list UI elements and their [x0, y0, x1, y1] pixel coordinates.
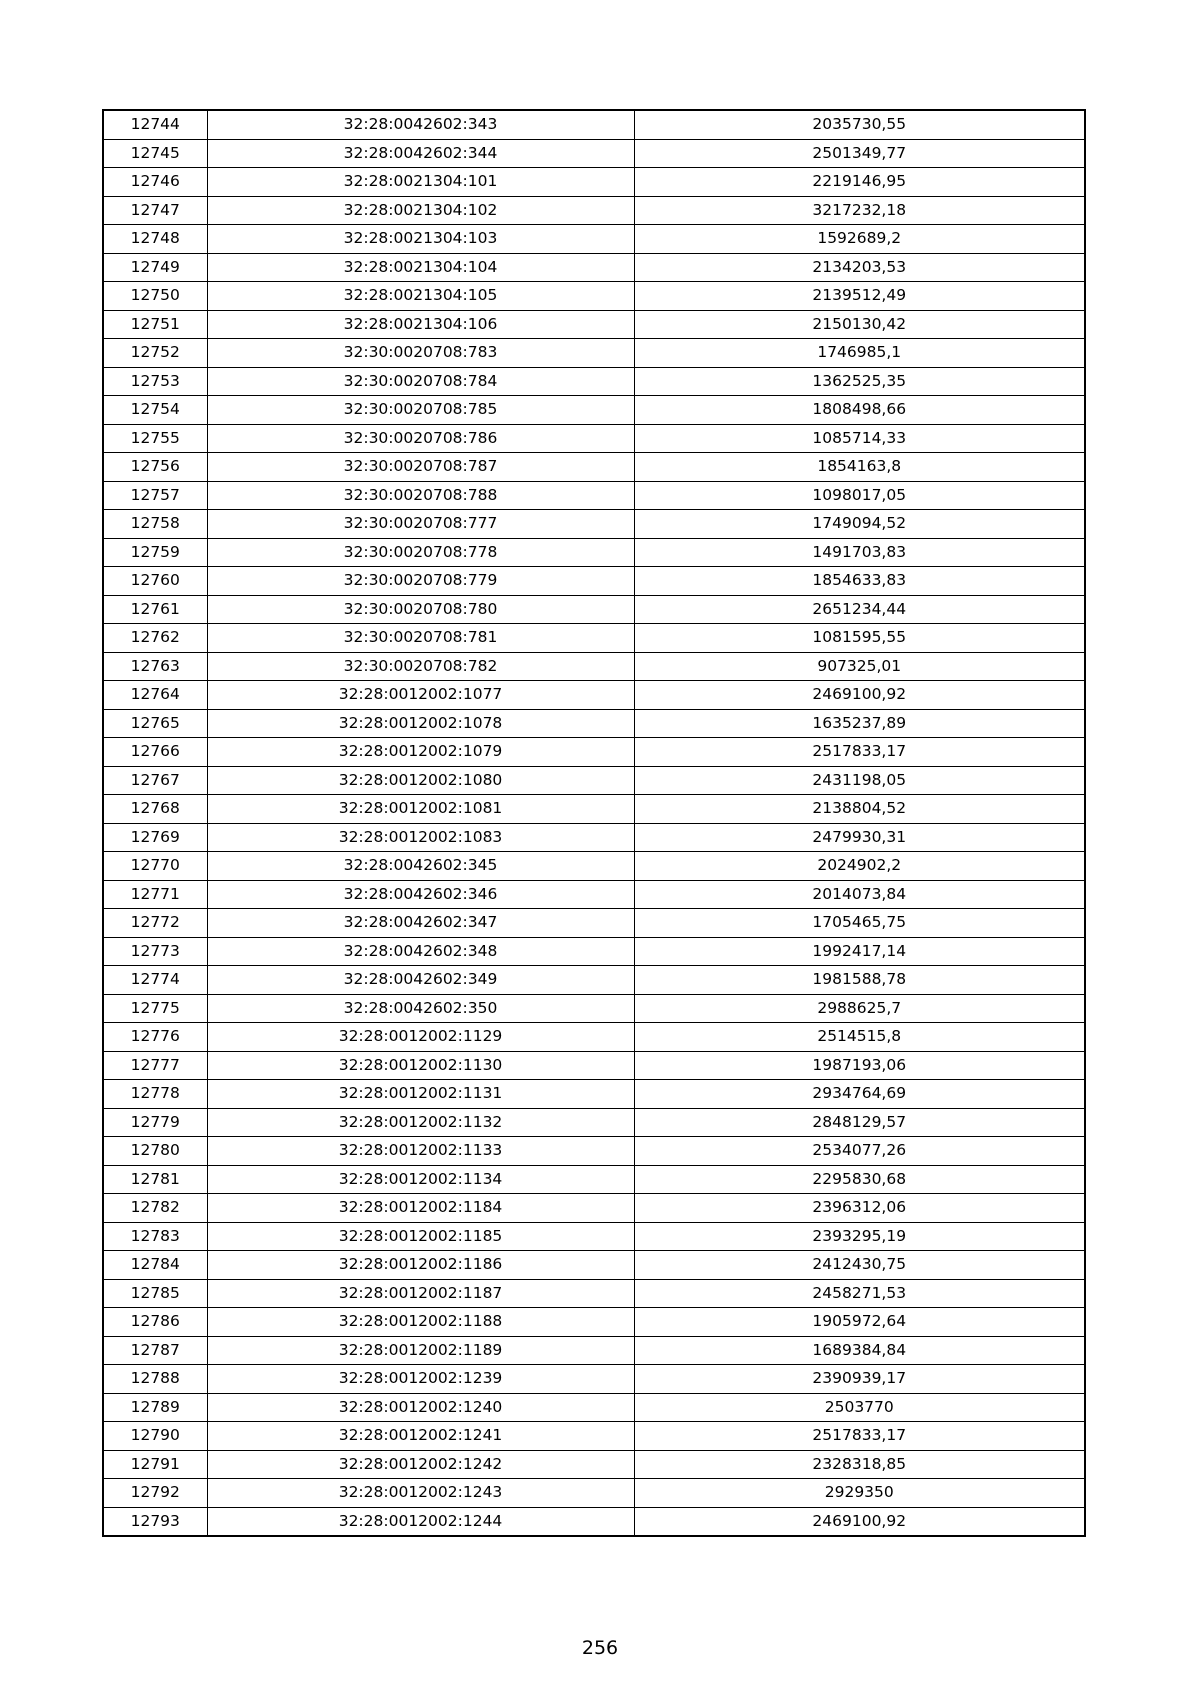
row-number-cell: 12752 — [103, 339, 207, 368]
value-cell: 2412430,75 — [634, 1251, 1085, 1280]
row-number-cell: 12757 — [103, 481, 207, 510]
value-cell: 2517833,17 — [634, 1422, 1085, 1451]
table-row — [103, 567, 1085, 596]
value-cell: 1635237,89 — [634, 709, 1085, 738]
table-row — [103, 766, 1085, 795]
value-cell: 3217232,18 — [634, 196, 1085, 225]
value-cell: 2469100,92 — [634, 1507, 1085, 1536]
value-cell: 1981588,78 — [634, 966, 1085, 995]
row-number-cell: 12778 — [103, 1080, 207, 1109]
value-cell: 1085714,33 — [634, 424, 1085, 453]
value-cell: 2651234,44 — [634, 595, 1085, 624]
cadastral-number-cell: 32:30:0020708:781 — [207, 624, 634, 653]
row-number-cell: 12745 — [103, 139, 207, 168]
value-cell: 2134203,53 — [634, 253, 1085, 282]
table-row — [103, 1251, 1085, 1280]
value-cell: 2390939,17 — [634, 1365, 1085, 1394]
cadastral-number-cell: 32:28:0021304:106 — [207, 310, 634, 339]
value-cell: 2929350 — [634, 1479, 1085, 1508]
value-cell: 2934764,69 — [634, 1080, 1085, 1109]
value-cell: 1749094,52 — [634, 510, 1085, 539]
value-cell: 2503770 — [634, 1393, 1085, 1422]
cadastral-number-cell: 32:28:0012002:1185 — [207, 1222, 634, 1251]
page-number: 256 — [581, 1637, 619, 1659]
row-number-cell: 12760 — [103, 567, 207, 596]
table-row — [103, 966, 1085, 995]
table-row — [103, 367, 1085, 396]
row-number-cell: 12775 — [103, 994, 207, 1023]
row-number-cell: 12753 — [103, 367, 207, 396]
row-number-cell: 12751 — [103, 310, 207, 339]
row-number-cell: 12791 — [103, 1450, 207, 1479]
table-row — [103, 453, 1085, 482]
table-row — [103, 1507, 1085, 1536]
row-number-cell: 12783 — [103, 1222, 207, 1251]
row-number-cell: 12770 — [103, 852, 207, 881]
row-number-cell: 12750 — [103, 282, 207, 311]
cadastral-number-cell: 32:28:0012002:1083 — [207, 823, 634, 852]
row-number-cell: 12761 — [103, 595, 207, 624]
cadastral-number-cell: 32:30:0020708:788 — [207, 481, 634, 510]
cadastral-number-cell: 32:30:0020708:784 — [207, 367, 634, 396]
table-row — [103, 538, 1085, 567]
value-cell: 2295830,68 — [634, 1165, 1085, 1194]
cadastral-number-cell: 32:30:0020708:787 — [207, 453, 634, 482]
value-cell: 2035730,55 — [634, 110, 1085, 139]
table-row — [103, 1279, 1085, 1308]
row-number-cell: 12748 — [103, 225, 207, 254]
table-row — [103, 339, 1085, 368]
table-row — [103, 1023, 1085, 1052]
table-row — [103, 1108, 1085, 1137]
value-cell: 2139512,49 — [634, 282, 1085, 311]
table-row — [103, 1080, 1085, 1109]
table-row — [103, 1194, 1085, 1223]
table-row — [103, 1308, 1085, 1337]
table-row — [103, 937, 1085, 966]
row-number-cell: 12759 — [103, 538, 207, 567]
cadastral-number-cell: 32:28:0012002:1132 — [207, 1108, 634, 1137]
row-number-cell: 12767 — [103, 766, 207, 795]
table-row — [103, 795, 1085, 824]
table-body — [103, 110, 1085, 1536]
table-row — [103, 624, 1085, 653]
cadastral-number-cell: 32:28:0042602:344 — [207, 139, 634, 168]
row-number-cell: 12771 — [103, 880, 207, 909]
table-row — [103, 880, 1085, 909]
cadastral-number-cell: 32:30:0020708:779 — [207, 567, 634, 596]
table-row — [103, 253, 1085, 282]
row-number-cell: 12774 — [103, 966, 207, 995]
table-row — [103, 681, 1085, 710]
table-row — [103, 1393, 1085, 1422]
value-cell: 1992417,14 — [634, 937, 1085, 966]
table-row — [103, 852, 1085, 881]
cadastral-number-cell: 32:28:0042602:350 — [207, 994, 634, 1023]
value-cell: 1905972,64 — [634, 1308, 1085, 1337]
table-row — [103, 1222, 1085, 1251]
table-row — [103, 709, 1085, 738]
row-number-cell: 12754 — [103, 396, 207, 425]
value-cell: 2396312,06 — [634, 1194, 1085, 1223]
row-number-cell: 12763 — [103, 652, 207, 681]
row-number-cell: 12788 — [103, 1365, 207, 1394]
table-row — [103, 310, 1085, 339]
cadastral-number-cell: 32:28:0012002:1129 — [207, 1023, 634, 1052]
row-number-cell: 12746 — [103, 168, 207, 197]
value-cell: 2517833,17 — [634, 738, 1085, 767]
row-number-cell: 12792 — [103, 1479, 207, 1508]
value-cell: 2848129,57 — [634, 1108, 1085, 1137]
row-number-cell: 12787 — [103, 1336, 207, 1365]
cadastral-number-cell: 32:30:0020708:786 — [207, 424, 634, 453]
value-cell: 1689384,84 — [634, 1336, 1085, 1365]
cadastral-number-cell: 32:28:0012002:1078 — [207, 709, 634, 738]
cadastral-number-cell: 32:28:0012002:1131 — [207, 1080, 634, 1109]
value-cell: 2514515,8 — [634, 1023, 1085, 1052]
row-number-cell: 12765 — [103, 709, 207, 738]
cadastral-number-cell: 32:28:0012002:1239 — [207, 1365, 634, 1394]
table-row — [103, 481, 1085, 510]
cadastral-number-cell: 32:28:0042602:343 — [207, 110, 634, 139]
cadastral-number-cell: 32:28:0042602:348 — [207, 937, 634, 966]
table-row — [103, 1051, 1085, 1080]
cadastral-number-cell: 32:30:0020708:785 — [207, 396, 634, 425]
cadastral-number-cell: 32:28:0042602:349 — [207, 966, 634, 995]
cadastral-number-cell: 32:30:0020708:777 — [207, 510, 634, 539]
value-cell: 1098017,05 — [634, 481, 1085, 510]
table-row — [103, 1422, 1085, 1451]
value-cell: 1705465,75 — [634, 909, 1085, 938]
row-number-cell: 12749 — [103, 253, 207, 282]
table-row — [103, 823, 1085, 852]
cadastral-number-cell: 32:28:0012002:1134 — [207, 1165, 634, 1194]
value-cell: 2150130,42 — [634, 310, 1085, 339]
value-cell: 1362525,35 — [634, 367, 1085, 396]
row-number-cell: 12769 — [103, 823, 207, 852]
cadastral-number-cell: 32:28:0012002:1242 — [207, 1450, 634, 1479]
cadastral-number-cell: 32:28:0012002:1133 — [207, 1137, 634, 1166]
row-number-cell: 12793 — [103, 1507, 207, 1536]
table-row — [103, 424, 1085, 453]
row-number-cell: 12781 — [103, 1165, 207, 1194]
row-number-cell: 12779 — [103, 1108, 207, 1137]
value-cell: 1081595,55 — [634, 624, 1085, 653]
row-number-cell: 12780 — [103, 1137, 207, 1166]
row-number-cell: 12773 — [103, 937, 207, 966]
value-cell: 2024902,2 — [634, 852, 1085, 881]
row-number-cell: 12764 — [103, 681, 207, 710]
value-cell: 1592689,2 — [634, 225, 1085, 254]
cadastral-number-cell: 32:28:0012002:1077 — [207, 681, 634, 710]
row-number-cell: 12747 — [103, 196, 207, 225]
value-cell: 2988625,7 — [634, 994, 1085, 1023]
value-cell: 2501349,77 — [634, 139, 1085, 168]
cadastral-number-cell: 32:28:0012002:1186 — [207, 1251, 634, 1280]
row-number-cell: 12758 — [103, 510, 207, 539]
row-number-cell: 12776 — [103, 1023, 207, 1052]
table-row — [103, 396, 1085, 425]
table-row — [103, 595, 1085, 624]
table-row — [103, 168, 1085, 197]
row-number-cell: 12766 — [103, 738, 207, 767]
row-number-cell: 12772 — [103, 909, 207, 938]
data-table-container — [102, 109, 1084, 1537]
cadastral-number-cell: 32:30:0020708:780 — [207, 595, 634, 624]
row-number-cell: 12790 — [103, 1422, 207, 1451]
cadastral-number-cell: 32:30:0020708:782 — [207, 652, 634, 681]
row-number-cell: 12762 — [103, 624, 207, 653]
row-number-cell: 12756 — [103, 453, 207, 482]
table-row — [103, 738, 1085, 767]
cadastral-number-cell: 32:28:0012002:1187 — [207, 1279, 634, 1308]
cadastral-number-cell: 32:28:0012002:1130 — [207, 1051, 634, 1080]
cadastral-number-cell: 32:28:0012002:1241 — [207, 1422, 634, 1451]
value-cell: 1987193,06 — [634, 1051, 1085, 1080]
value-cell: 2219146,95 — [634, 168, 1085, 197]
cadastral-number-cell: 32:28:0042602:347 — [207, 909, 634, 938]
cadastral-number-cell: 32:28:0012002:1189 — [207, 1336, 634, 1365]
table-row — [103, 1479, 1085, 1508]
table-row — [103, 909, 1085, 938]
cadastral-number-cell: 32:28:0012002:1079 — [207, 738, 634, 767]
value-cell: 2138804,52 — [634, 795, 1085, 824]
cadastral-number-cell: 32:28:0021304:101 — [207, 168, 634, 197]
value-cell: 2469100,92 — [634, 681, 1085, 710]
cadastral-number-cell: 32:28:0012002:1184 — [207, 1194, 634, 1223]
table-row — [103, 1450, 1085, 1479]
table-row — [103, 1365, 1085, 1394]
table-row — [103, 196, 1085, 225]
value-cell: 1854633,83 — [634, 567, 1085, 596]
cadastral-number-cell: 32:30:0020708:783 — [207, 339, 634, 368]
table-row — [103, 1165, 1085, 1194]
cadastral-number-cell: 32:28:0012002:1243 — [207, 1479, 634, 1508]
cadastral-number-cell: 32:28:0042602:345 — [207, 852, 634, 881]
table-row — [103, 282, 1085, 311]
table-row — [103, 1137, 1085, 1166]
row-number-cell: 12768 — [103, 795, 207, 824]
row-number-cell: 12744 — [103, 110, 207, 139]
value-cell: 1854163,8 — [634, 453, 1085, 482]
value-cell: 2393295,19 — [634, 1222, 1085, 1251]
value-cell: 2458271,53 — [634, 1279, 1085, 1308]
cadastral-number-cell: 32:28:0012002:1244 — [207, 1507, 634, 1536]
cadastral-number-cell: 32:28:0012002:1188 — [207, 1308, 634, 1337]
table-row — [103, 139, 1085, 168]
data-table — [102, 109, 1086, 1537]
row-number-cell: 12784 — [103, 1251, 207, 1280]
table-row — [103, 652, 1085, 681]
row-number-cell: 12789 — [103, 1393, 207, 1422]
cadastral-number-cell: 32:28:0021304:104 — [207, 253, 634, 282]
cadastral-number-cell: 32:28:0012002:1240 — [207, 1393, 634, 1422]
row-number-cell: 12786 — [103, 1308, 207, 1337]
value-cell: 1746985,1 — [634, 339, 1085, 368]
cadastral-number-cell: 32:28:0012002:1080 — [207, 766, 634, 795]
value-cell: 2431198,05 — [634, 766, 1085, 795]
cadastral-number-cell: 32:28:0021304:102 — [207, 196, 634, 225]
value-cell: 1808498,66 — [634, 396, 1085, 425]
cadastral-number-cell: 32:28:0021304:103 — [207, 225, 634, 254]
table-row — [103, 994, 1085, 1023]
cadastral-number-cell: 32:28:0042602:346 — [207, 880, 634, 909]
row-number-cell: 12785 — [103, 1279, 207, 1308]
value-cell: 907325,01 — [634, 652, 1085, 681]
value-cell: 2479930,31 — [634, 823, 1085, 852]
cadastral-number-cell: 32:28:0021304:105 — [207, 282, 634, 311]
row-number-cell: 12777 — [103, 1051, 207, 1080]
table-row — [103, 1336, 1085, 1365]
row-number-cell: 12755 — [103, 424, 207, 453]
table-row — [103, 510, 1085, 539]
cadastral-number-cell: 32:30:0020708:778 — [207, 538, 634, 567]
table-row — [103, 225, 1085, 254]
value-cell: 2328318,85 — [634, 1450, 1085, 1479]
value-cell: 1491703,83 — [634, 538, 1085, 567]
cadastral-number-cell: 32:28:0012002:1081 — [207, 795, 634, 824]
row-number-cell: 12782 — [103, 1194, 207, 1223]
table-row — [103, 110, 1085, 139]
value-cell: 2014073,84 — [634, 880, 1085, 909]
value-cell: 2534077,26 — [634, 1137, 1085, 1166]
